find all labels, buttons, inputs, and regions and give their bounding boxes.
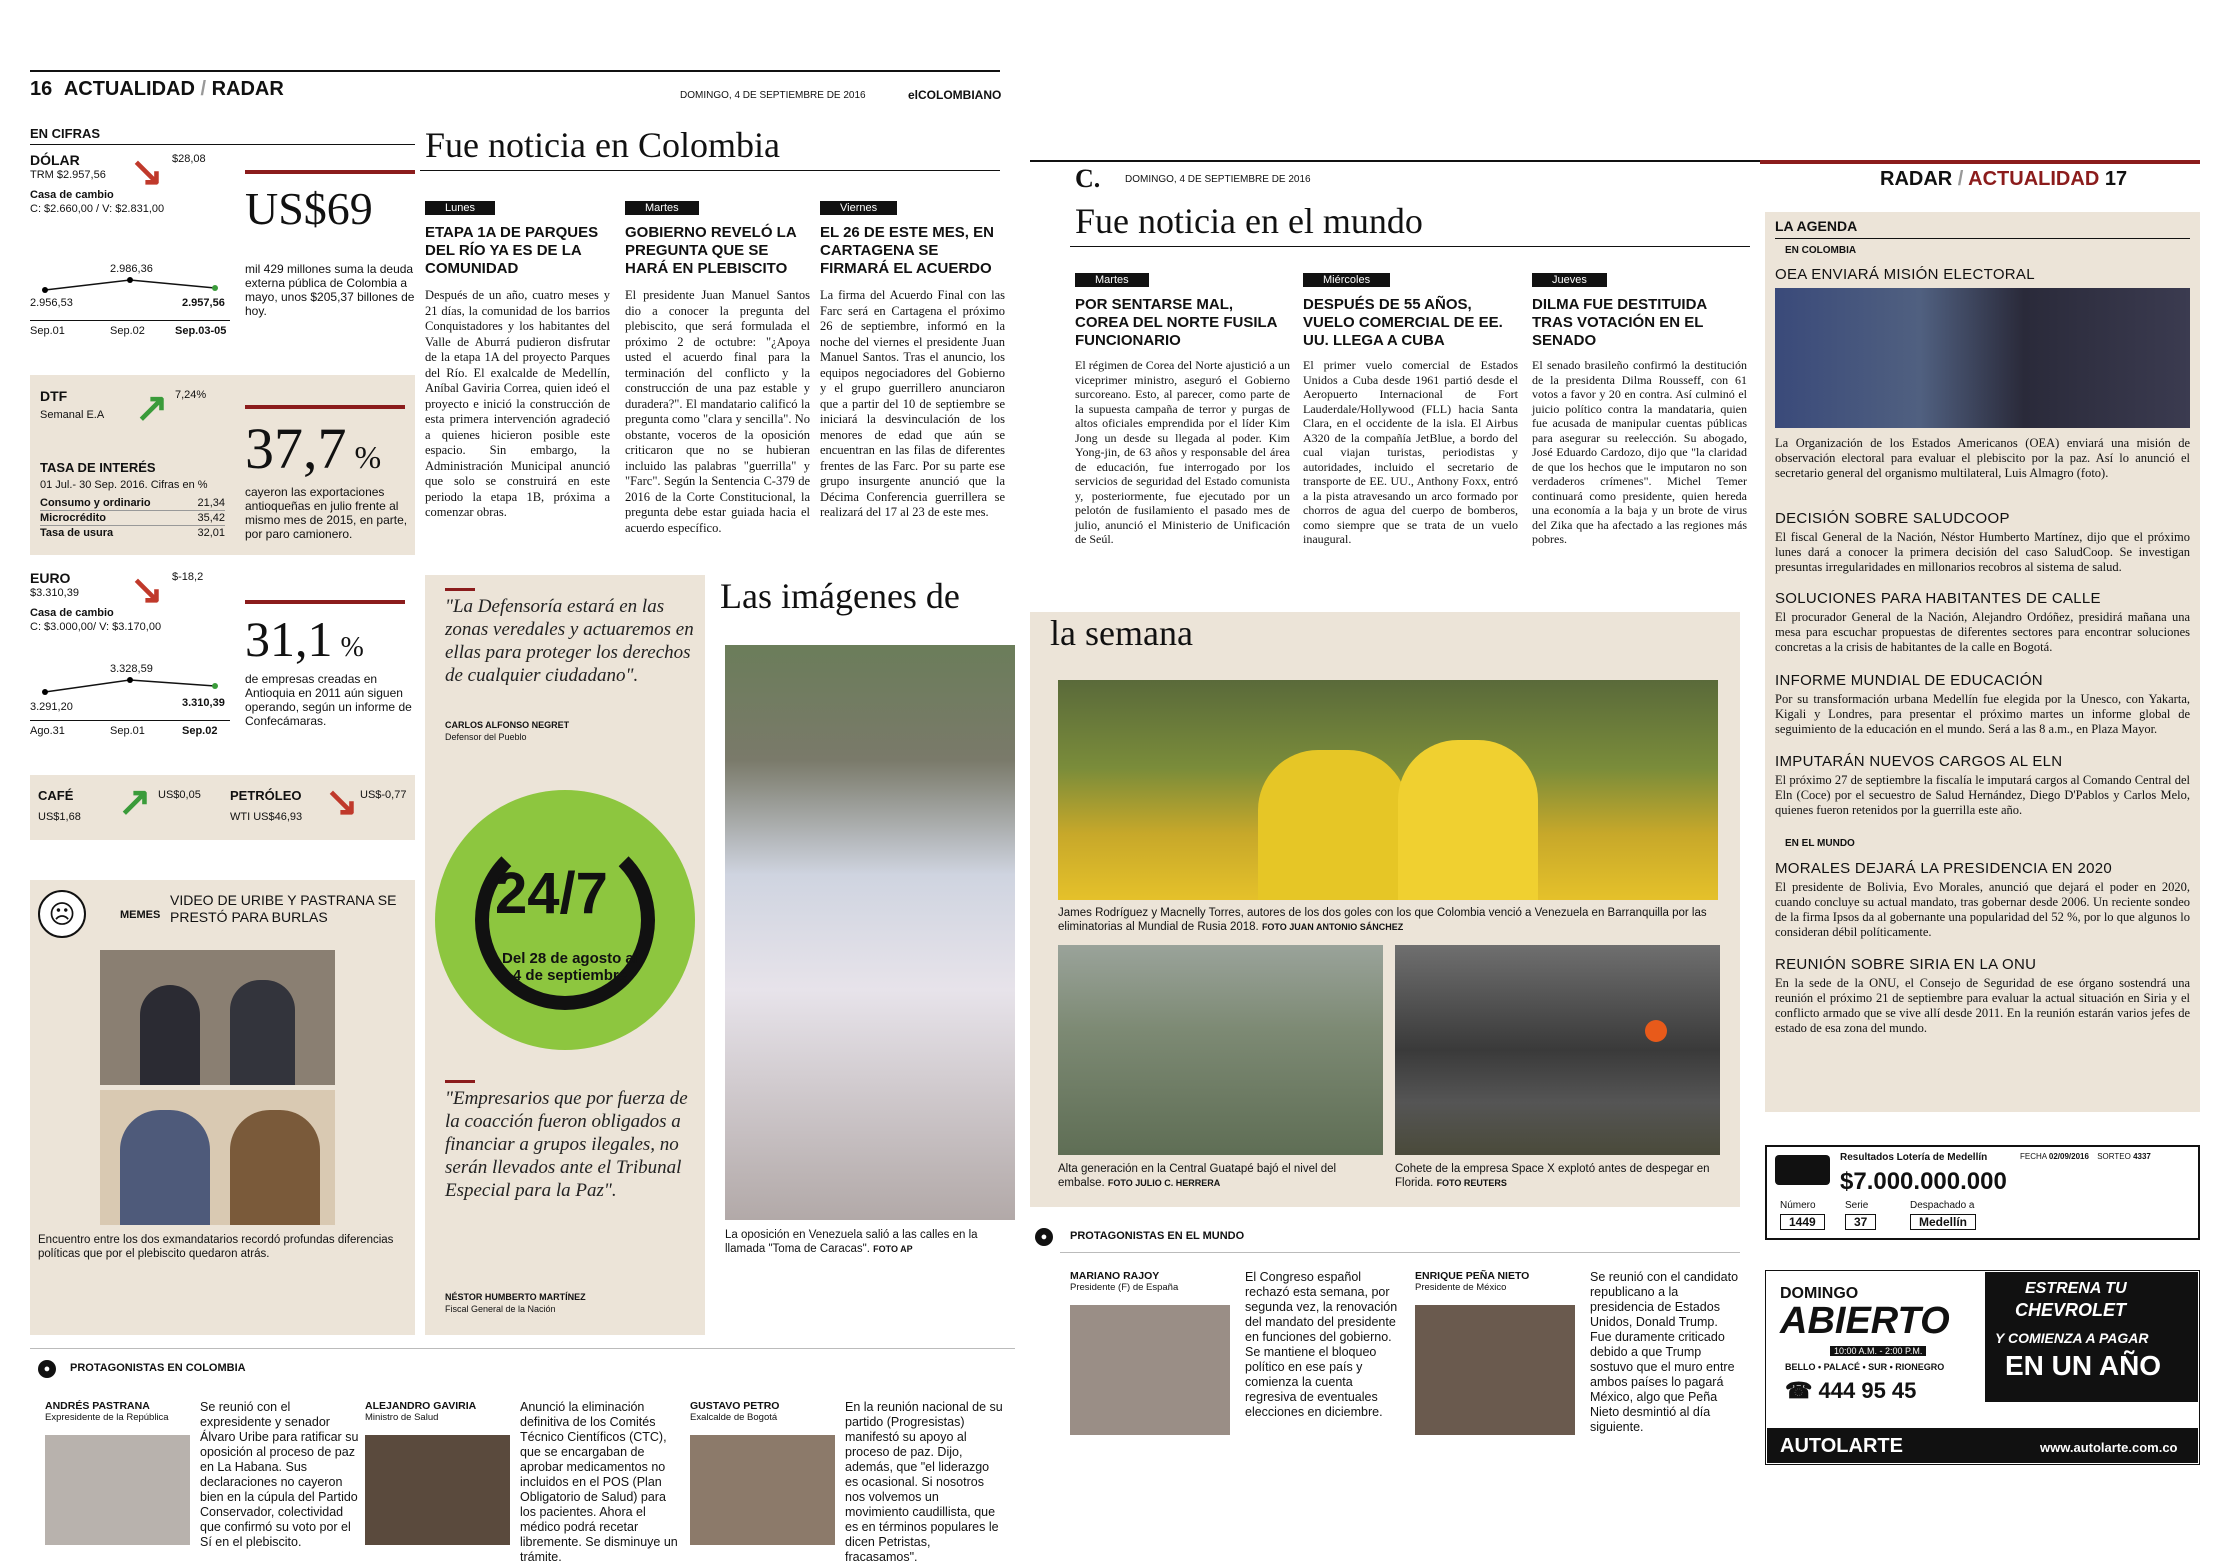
- prot-photo: [690, 1435, 835, 1545]
- quote-2-role: Fiscal General de la Nación: [445, 1304, 556, 1314]
- noticia-headline: ETAPA 1A DE PARQUES DEL RÍO YA ES DE LA COMUNIDAD: [425, 224, 599, 277]
- big2-unit: %: [354, 439, 382, 475]
- semana-cap1: James Rodríguez y Macnelly Torres, autores de los dos goles con los que Colombia venció a Venezuela en Barranquilla por las eliminatorias al Mundial de Rusia 2018.: [1058, 907, 1707, 933]
- right-page-number: 17: [2104, 168, 2128, 190]
- tasa-label: Microcrédito: [40, 512, 107, 524]
- subsection-name: RADAR: [211, 78, 284, 100]
- memes-label: MEMES: [120, 909, 161, 921]
- quote-2-author: NÉSTOR HUMBERTO MARTÍNEZ: [445, 1292, 586, 1302]
- prot-name: GUSTAVO PETRO: [690, 1400, 780, 1412]
- dolar-x3: Sep.03-05: [175, 325, 227, 337]
- agenda-title: IMPUTARÁN NUEVOS CARGOS AL ELN: [1775, 753, 2063, 770]
- cifras-rule: [30, 144, 415, 145]
- venezuela-protest-photo: [725, 645, 1015, 1220]
- day-tag: Lunes: [425, 201, 495, 215]
- badge-sub: Del 28 de agosto al 4 de septiembre: [502, 950, 638, 984]
- dolar-change: $28,08: [172, 153, 206, 165]
- protagonista-card: [365, 1400, 685, 1564]
- protagonista-card: [690, 1400, 1010, 1564]
- tasa-title: TASA DE INTERÉS: [40, 460, 156, 475]
- agenda-sub-colombia: EN COLOMBIA: [1785, 245, 1857, 256]
- day-tag: Miércoles: [1303, 273, 1390, 287]
- ad-r2: CHEVROLET: [2015, 1300, 2127, 1320]
- memes-caption: Encuentro entre los dos exmandatarios recordó profundas diferencias políticas que por el plebiscito quedaron atrás.: [38, 1234, 394, 1260]
- petroleo-change: US$-0,77: [360, 789, 407, 801]
- quote-2: "Empresarios que por fuerza de la coacción fueron obligados a financiar a grupos ilegales, no serán llevados ante el Tribunal Especial para la Paz".: [445, 1088, 688, 1201]
- noticia-headline: GOBIERNO REVELÓ LA PREGUNTA QUE SE HARÁ EN PLEBISCITO: [625, 224, 797, 277]
- cafe-value: US$1,68: [38, 811, 81, 823]
- prot-text: El Congreso español rechazó esta semana, por segunda vez, la renovación del mandato del presidente en funciones del gobierno. Se mantiene el bloqueo político en ese país y comienza la cuenta regresiva de eventuales elecciones en diciembre.: [1245, 1270, 1398, 1419]
- ad-phone-wrap: [1785, 1378, 1916, 1404]
- football-photo: [1058, 680, 1718, 900]
- dolar-point-3: [212, 285, 218, 291]
- page-number: 16: [30, 78, 53, 100]
- dolar-x1: Sep.01: [30, 325, 65, 337]
- mundo-rule: [1070, 246, 1750, 247]
- euro-casa-values: C: $3.000,00/ V: $3.170,00: [30, 621, 162, 633]
- memes-title: VIDEO DE URIBE Y PASTRANA SE PRESTÓ PARA BURLAS: [170, 892, 397, 925]
- tasa-sub: 01 Jul.- 30 Sep. 2016. Cifras en %: [40, 479, 208, 491]
- phone-icon: ☎: [1785, 1378, 1813, 1403]
- top-rule: [30, 70, 1000, 72]
- agenda-text: El próximo 27 de septiembre la fiscalía le imputará cargos al Comando Central del Eln (Coce) por el secuestro de Salud Hernández, Diego D'Pablos y Carlos Melo, quienes fueron retenidos por la guerrilla este año.: [1775, 773, 2190, 817]
- agenda-sub-mundo: EN EL MUNDO: [1785, 838, 1855, 849]
- ad-line2: ABIERTO: [1780, 1300, 1950, 1342]
- mundo-col-1: [1075, 270, 1290, 547]
- badge-main: 24/7: [495, 861, 608, 926]
- semana-cap3-wrap: [1395, 1162, 1720, 1190]
- agenda-title: SOLUCIONES PARA HABITANTES DE CALLE: [1775, 590, 2101, 607]
- top-red-rule: [1760, 160, 2200, 164]
- loteria-sorteo-label: SORTEO: [2097, 1152, 2131, 1161]
- protagonista-card: [45, 1400, 365, 1549]
- euro-p3: 3.310,39: [182, 697, 225, 709]
- quote-rule: [445, 588, 475, 591]
- ad-r1: ESTRENA TU: [2025, 1280, 2127, 1297]
- day-tag: Jueves: [1532, 273, 1607, 287]
- day-tag: Viernes: [820, 201, 897, 215]
- agenda-rule: [1775, 238, 2190, 239]
- arrow-down-icon: ↘: [130, 150, 164, 194]
- agenda-text: La Organización de los Estados Americanos (OEA) enviará una misión de observación electoral para evaluar el plebiscito por la paz. Así lo anunció el secretario general del organismo multilateral, Luis Almagro (foto).: [1775, 436, 2190, 480]
- euro-x3: Sep.02: [182, 725, 218, 737]
- mundo-headline: DESPUÉS DE 55 AÑOS, VUELO COMERCIAL DE EE. UU. LLEGA A CUBA: [1303, 296, 1503, 349]
- day-tag: Martes: [1075, 273, 1149, 287]
- big2-rule: [245, 405, 405, 409]
- page-header: 16 ACTUALIDAD / RADAR: [30, 78, 284, 100]
- loteria-serie-label: Serie: [1845, 1200, 1869, 1211]
- prot-role: Expresidente de la República: [45, 1412, 169, 1423]
- cifras-header: EN CIFRAS: [30, 126, 101, 141]
- quote-1: "La Defensoría estará en las zonas veredales y actuaremos en ellas para proteger los derechos de cualquier ciudadano".: [445, 596, 694, 686]
- person-icon: ●: [1035, 1228, 1053, 1246]
- prot-text: Anunció la eliminación definitiva de los Comités Técnico Científicos (CTC), que se encargaban de aprobar medicamentos no incluidos en el POS (Plan Obligatorio de Salud) para los pacientes. Ahora el médico podrá recetar libremente. Se disminuye un trámite.: [520, 1400, 678, 1564]
- loteria-logo-icon: [1775, 1155, 1830, 1185]
- dolar-point-2: [127, 277, 133, 283]
- prot-role: Presidente de México: [1415, 1282, 1507, 1293]
- big1-text: mil 429 millones suma la deuda externa pública de Colombia a mayo, unos $205,37 billones de hoy.: [245, 262, 415, 318]
- ad-r3: Y COMIENZA A PAGAR: [1995, 1330, 2149, 1346]
- memes-photo-bottom: [100, 1090, 335, 1225]
- arrow-up-icon: ↗: [135, 386, 169, 430]
- prot-role: Presidente (F) de España: [1070, 1282, 1179, 1293]
- section-name: ACTUALIDAD: [63, 78, 195, 100]
- prot-name: ANDRÉS PASTRANA: [45, 1400, 150, 1412]
- noticia-col-3: [820, 198, 1005, 521]
- arrow-up-icon: ↗: [118, 780, 152, 824]
- euro-title: EURO: [30, 570, 71, 586]
- euro-change: $-18,2: [172, 571, 204, 583]
- loteria-despachado: Medellín: [1910, 1214, 1976, 1230]
- big2-value-wrap: [245, 415, 381, 482]
- semana-title: la semana: [1050, 613, 1193, 653]
- tasa-row: [40, 526, 225, 540]
- loteria-title: Resultados Lotería de Medellín: [1840, 1152, 1988, 1163]
- ad-hours: 10:00 A.M. - 2:00 P.M.: [1830, 1346, 1926, 1356]
- paper-name: COLOMBIANO: [918, 88, 1002, 102]
- euro-casa-label: Casa de cambio: [30, 607, 114, 619]
- right-page: [1030, 160, 2210, 1490]
- dtf-value: 7,24%: [175, 389, 207, 401]
- mundo-body: El senado brasileño confirmó la destitución de la presidenta Dilma Rousseff, con 61 votos a favor y 20 en contra. Así culminó el juicio político contra la mandataria, quien fue acusada de manipular cuentas públicas para asegurar su reelección. Su abogado, José Eduardo Cardozo, dijo que "la claridad de que los hechos que le imputaron no son verdaderos crímenes". Michel Temer continuará como presidente, quien hereda una economía a la baja y un brote de virus del Zika que ha afectado a las regiones más pobres.: [1532, 358, 1747, 546]
- semana-cap1-wrap: [1058, 906, 1718, 934]
- cafe-title: CAFÉ: [38, 788, 74, 803]
- arrow-down-icon: ↘: [325, 780, 359, 824]
- tasa-value: 35,42: [197, 512, 225, 524]
- imagenes-title: Las imágenes de: [720, 576, 960, 616]
- noticia-rule: [420, 170, 1000, 171]
- agenda-text: El fiscal General de la Nación, Néstor Humberto Martínez, dijo que el próximo lunes dará a conocer la primera decisión del caso SaludCoop. Se investigan presuntas irregularidades en millonarios recobros al sistema de salud.: [1775, 530, 2190, 574]
- prot-photo: [1070, 1305, 1230, 1435]
- ad-line1: DOMINGO: [1780, 1285, 1859, 1302]
- dolar-title: DÓLAR: [30, 152, 80, 168]
- dolar-p1: 2.956,53: [30, 297, 73, 309]
- loteria-despachado-label: Despachado a: [1910, 1200, 1975, 1211]
- agenda-text: El presidente de Bolivia, Evo Morales, anunció que dejará el poder en 2020, cuando concluye su actual mandato, tras gobernar desde 2006. Un reciente sondeo de la firma Ipsos da al gobernante una popularidad del 52 %, por lo que algunos lo consideran débil políticamente.: [1775, 880, 2190, 939]
- noticia-mundo-title: Fue noticia en el mundo: [1075, 201, 1423, 241]
- noticia-col-2: [625, 198, 810, 536]
- agenda-text: Por su transformación urbana Medellín fue elegida por la Unesco, con Yakarta, Kigali y Londres, para presentar el próximo martes un informe global de seguimiento de la educación en el mundo. Será a las 8 a.m., en Plaza Mayor.: [1775, 692, 2190, 736]
- euro-point-2: [127, 677, 133, 683]
- mundo-col-2: [1303, 270, 1518, 547]
- loteria-fecha-label: FECHA: [2020, 1152, 2047, 1161]
- left-page: [30, 70, 1015, 1564]
- big2-text: cayeron las exportaciones antioqueñas en julio frente al mismo mes de 2015, en parte, por paro camionero.: [245, 485, 408, 541]
- imagenes-credit: FOTO AP: [873, 1244, 913, 1254]
- agenda-title: MORALES DEJARÁ LA PRESIDENCIA EN 2020: [1775, 860, 2113, 877]
- noticia-body: Después de un año, cuatro meses y 21 días, la comunidad de los barrios Conquistadores y los habitantes del Valle de Aburrá pudieron disfrutar de la etapa 1A del proyecto Parques del Río. El exalcalde de Medellín, Aníbal Gaviria Correa, quien ideó el proyecto e inició la construcción de esta primera intervención agradeció a quienes hicieron posible este espacio. Sin embargo, la Administración Municipal anunció que solo se construirá en este periodo la etapa 1B, próxima a comenzar obras.: [425, 288, 610, 519]
- loteria-serie: 37: [1845, 1214, 1876, 1230]
- prot-photo: [365, 1435, 510, 1545]
- agenda-text: En la sede de la ONU, el Consejo de Seguridad de ese órgano sostendrá una reunión el próximo 21 de septiembre para evaluar la actual situación en Siria y el conflicto armado que se vive allí desde 2011. En la reunión estarán varios jefes de estado de esa zona del mundo.: [1775, 976, 2190, 1035]
- mundo-body: El régimen de Corea del Norte ajustició a un viceprimer ministro, aseguró el Gobierno surcoreano. Esto, al parecer, como parte de la supuesta campaña de terror y purgas de altos oficiales emprendida por el líder Kim Jong un desde su llegada al poder. Kim Yong-jin, de 63 años y responsable del área de educación, fue interrogado por los servicios de seguridad del Estado comunista y, posteriormente, fue ejecutado por un pelotón de fusilamiento el pasado mes de julio, anunció el Ministerio de Unificación de Seúl.: [1075, 358, 1290, 546]
- agenda-header: LA AGENDA: [1775, 218, 1858, 234]
- semana-credit3: FOTO REUTERS: [1436, 1178, 1507, 1188]
- dtf-title: DTF: [40, 388, 68, 404]
- imagenes-caption-wrap: [725, 1228, 1015, 1256]
- day-tag: Martes: [625, 201, 699, 215]
- euro-p2: 3.328,59: [110, 663, 153, 675]
- dolar-casa-values: C: $2.660,00 / V: $2.831,00: [30, 203, 165, 215]
- euro-p1: 3.291,20: [30, 701, 73, 713]
- loteria-numero-label: Número: [1780, 1200, 1816, 1211]
- big1-value: US$69: [245, 183, 373, 234]
- big1-rule: [245, 170, 415, 174]
- prot-name: ALEJANDRO GAVIRIA: [365, 1400, 477, 1412]
- loteria-numero: 1449: [1780, 1214, 1825, 1230]
- tasa-table: [40, 496, 225, 540]
- noticia-colombia-title: Fue noticia en Colombia: [425, 125, 780, 165]
- tasa-value: 32,01: [197, 527, 225, 539]
- prot-text: Se reunió con el candidato republicano a la presidencia de Estados Unidos, Donald Trump. Fue duramente criticado debido a que Trump sostuvo que el muro entre ambos países lo pagará México, algo que Peña Nieto desmintió al día siguiente.: [1590, 1270, 1739, 1434]
- dolar-casa-label: Casa de cambio: [30, 189, 114, 201]
- right-page-header: RADAR / ACTUALIDAD 17: [1880, 168, 2128, 190]
- tasa-label: Consumo y ordinario: [40, 497, 151, 509]
- right-logo: C.: [1075, 164, 1101, 193]
- prot-text: En la reunión nacional de su partido (Progresistas) manifestó su apoyo al proceso de paz. Dijo, además, que "el liderazgo es ocasional. Si nosotros nos volvemos un movimiento caudillista, que es en términos populares le dicen Petristas, fracasamos".: [845, 1400, 1003, 1564]
- memes-photo-top: [100, 950, 335, 1085]
- dolar-p2: 2.986,36: [110, 263, 153, 275]
- euro-value: $3.310,39: [30, 587, 79, 599]
- protagonistas-mundo-header: PROTAGONISTAS EN EL MUNDO: [1070, 1230, 1245, 1242]
- paper-logo: [908, 88, 1001, 102]
- semana-cap3: Cohete de la empresa Space X explotó antes de despegar en Florida.: [1395, 1163, 1710, 1189]
- agenda-title: DECISIÓN SOBRE SALUDCOOP: [1775, 510, 2010, 527]
- mundo-col-3: [1532, 270, 1747, 547]
- agenda-text: El procurador General de la Nación, Alejandro Ordóñez, presidirá mañana una mesa para escuchar propuestas de diferentes sectores para encontrar soluciones concretas a la crisis de habitantes de la calle en Bogotá.: [1775, 610, 2190, 654]
- loteria-fecha: 02/09/2016: [2048, 1152, 2089, 1161]
- tasa-row: [40, 511, 225, 526]
- dolar-x2: Sep.02: [110, 325, 145, 337]
- euro-point-3: [212, 683, 218, 689]
- prot-photo: [45, 1435, 190, 1545]
- big3-value-wrap: [245, 610, 364, 668]
- big3-value: 31,1: [245, 611, 333, 667]
- dolar-axis: [30, 320, 230, 321]
- spacex-photo: [1395, 945, 1720, 1155]
- dolar-trm: TRM $2.957,56: [30, 169, 106, 181]
- semana-credit2: FOTO JULIO C. HERRERA: [1107, 1178, 1221, 1188]
- mundo-body: El primer vuelo comercial de Estados Unidos a Cuba desde 1961 partió desde el Aeropuerto Internacional de Fort Lauderdale/Hollywood (FLL) hacia Santa Clara, en el occidente de la isla. El Airbus A320 de la compañía JetBlue, a bordo del cual viajan turistas, periodistas y autoridades, incluido el secretario de transporte de EE. UU., Anthony Foxx, entró a la pista atravesando un arco formado por chorros de agua del cuerpo de bomberos, como siempre que se trata de un vuelo inaugural.: [1303, 358, 1518, 546]
- tasa-label: Tasa de usura: [40, 527, 114, 539]
- protagonista-card: [1070, 1270, 1400, 1419]
- arrow-down-icon: ↘: [130, 568, 164, 612]
- big3-text: de empresas creadas en Antioquia en 2011 aún siguen operando, según un informe de Confecámaras.: [245, 672, 412, 728]
- semana-credit1: FOTO JUAN ANTONIO SÁNCHEZ: [1261, 922, 1404, 932]
- guatape-photo: [1058, 945, 1383, 1155]
- right-section-b: ACTUALIDAD: [1968, 168, 2100, 190]
- dolar-point-1: [42, 287, 48, 293]
- loteria-sorteo: 4337: [2133, 1152, 2151, 1161]
- agenda-title: REUNIÓN SOBRE SIRIA EN LA ONU: [1775, 956, 2037, 973]
- euro-axis: [30, 720, 230, 721]
- petroleo-value: WTI US$46,93: [230, 811, 303, 823]
- prot-text: Se reunió con el expresidente y senador Álvaro Uribe para ratificar su oposición al proceso de paz en La Habana. Sus declaraciones no cayeron bien en la cúpula del Partido Conservador, colectividad que confirmó su voto por el Sí en el plebiscito.: [200, 1400, 359, 1549]
- euro-x2: Sep.01: [110, 725, 145, 737]
- cafe-change: US$0,05: [158, 789, 201, 801]
- ad-places: BELLO • PALACÉ • SUR • RIONEGRO: [1785, 1362, 1945, 1372]
- quote-1-author: CARLOS ALFONSO NEGRET: [445, 720, 570, 730]
- right-section-a: RADAR: [1880, 168, 1953, 190]
- petroleo-title: PETRÓLEO: [230, 788, 302, 803]
- dtf-sub: Semanal E.A: [40, 409, 105, 421]
- prot-role: Exalcalde de Bogotá: [690, 1412, 778, 1423]
- agenda-title: OEA ENVIARÁ MISIÓN ELECTORAL: [1775, 266, 2035, 283]
- loteria-premio: $7.000.000.000: [1840, 1168, 2007, 1195]
- prot-role: Ministro de Salud: [365, 1412, 439, 1423]
- euro-x1: Ago.31: [30, 725, 65, 737]
- prot-photo: [1415, 1305, 1575, 1435]
- paper-prefix: el: [908, 88, 919, 102]
- semana-cap2: Alta generación en la Central Guatapé bajó el nivel del embalse.: [1058, 1163, 1337, 1189]
- prot-name: ENRIQUE PEÑA NIETO: [1415, 1270, 1530, 1282]
- imagenes-caption: La oposición en Venezuela salió a las calles en la llamada "Toma de Caracas".: [725, 1229, 978, 1255]
- header-date: DOMINGO, 4 DE SEPTIEMBRE DE 2016: [680, 90, 866, 101]
- ad-r4: EN UN AÑO: [2005, 1350, 2162, 1381]
- protagonistas-rule: [30, 1348, 1015, 1349]
- noticia-col-1: [425, 198, 610, 521]
- oea-photo: [1775, 288, 2190, 428]
- tasa-row: [40, 496, 225, 511]
- agenda-title: INFORME MUNDIAL DE EDUCACIÓN: [1775, 672, 2043, 689]
- mundo-headline: POR SENTARSE MAL, COREA DEL NORTE FUSILA FUNCIONARIO: [1075, 296, 1277, 349]
- mundo-headline: DILMA FUE DESTITUIDA TRAS VOTACIÓN EN EL SENADO: [1532, 296, 1707, 349]
- tasa-value: 21,34: [197, 497, 225, 509]
- euro-block: [30, 570, 240, 770]
- big3-unit: %: [340, 632, 364, 663]
- ad-phone: 444 95 45: [1818, 1378, 1917, 1403]
- noticia-body: El presidente Juan Manuel Santos dio a conocer la pregunta del plebiscito, que será formulada el próximo 2 de octubre: "¿Apoya usted el acuerdo final para la terminación del conflicto y la construcción de una paz estable y duradera?". El mandatario calificó la pregunta como "clara y sencilla". No obstante, voceros de la oposición criticaron que no se hubieran incluido las palabras "guerrilla" y "Farc". Según la Sentencia C-379 de 2016 de la Corte Constitucional, la pregunta debe estar guiada hacia el acuerdo específico.: [625, 288, 810, 535]
- ad-url[interactable]: www.autolarte.com.co: [2040, 1440, 2178, 1455]
- prot-name: MARIANO RAJOY: [1070, 1270, 1160, 1282]
- quote-rule: [445, 1080, 475, 1083]
- loteria-fecha-wrap: [2020, 1152, 2151, 1161]
- right-date: DOMINGO, 4 DE SEPTIEMBRE DE 2016: [1125, 174, 1311, 185]
- dolar-p3: 2.957,56: [182, 297, 225, 309]
- noticia-headline: EL 26 DE ESTE MES, EN CARTAGENA SE FIRMARÁ EL ACUERDO: [820, 224, 994, 277]
- quote-1-role: Defensor del Pueblo: [445, 732, 527, 742]
- big3-rule: [245, 600, 405, 604]
- big2-value: 37,7: [245, 416, 347, 481]
- meme-face-icon: ☹: [38, 890, 86, 938]
- euro-point-1: [42, 689, 48, 695]
- protagonista-card: [1415, 1270, 1745, 1434]
- semana-cap2-wrap: [1058, 1162, 1383, 1190]
- ad-brand: AUTOLARTE: [1780, 1435, 1903, 1457]
- protagonistas-mundo-rule: [1060, 1252, 1740, 1253]
- person-icon: ●: [38, 1360, 56, 1378]
- noticia-body: La firma del Acuerdo Final con las Farc será en Cartagena el próximo 26 de septiembre, informó en la noche del viernes el presidente Juan Manuel Santos. Tras el anuncio, los equipos negociadores del Gobierno y el grupo guerrillero anunciaron que a partir del 10 de septiembre se iniciará la desvinculación de los menores de edad que aún se encuentran en las filas de diferentes frentes de las Farc. Por su parte ese grupo insurgente anunció que la Décima Conferencia guerrillera se realizará del 17 al 23 de este mes.: [820, 288, 1005, 519]
- protagonistas-header: PROTAGONISTAS EN COLOMBIA: [70, 1362, 246, 1374]
